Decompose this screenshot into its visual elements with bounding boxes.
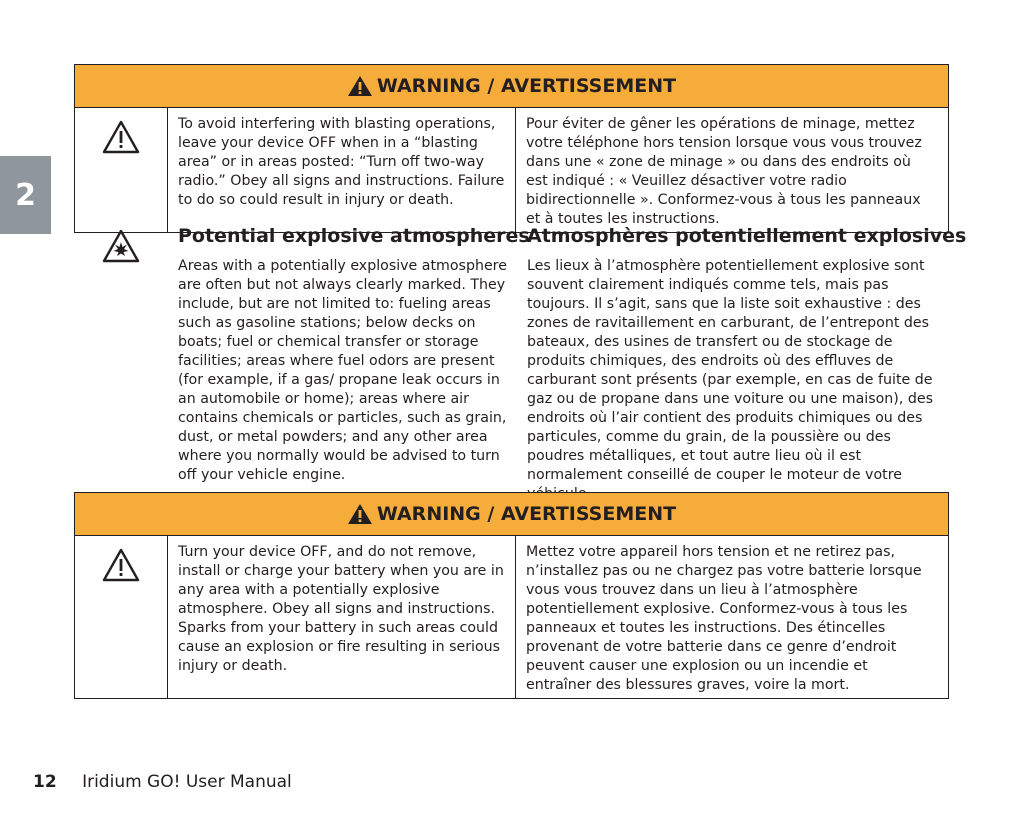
explosive-atmospheres-section xyxy=(74,217,967,504)
warning-triangle-icon xyxy=(347,503,373,525)
warning-header xyxy=(75,65,948,108)
page-number: 12 xyxy=(33,772,57,792)
warning-triangle-icon xyxy=(347,75,373,97)
warning-triangle-icon xyxy=(102,120,140,154)
chapter-number: 2 xyxy=(15,177,36,213)
warning-header xyxy=(75,493,948,536)
page-footer xyxy=(33,772,292,792)
warning-icon-cell xyxy=(75,108,168,232)
warning-text-en: Turn your device OFF, and do not remove, install or charge your battery when you are in any area with a potentially explosive atmosphere. Obey all signs and instructions. Sparks from your battery in such areas could cause an explosion or fire resulting in serious injury or death. xyxy=(168,536,516,698)
chapter-tab xyxy=(0,156,51,234)
section-title-en: Potential explosive atmospheres xyxy=(178,225,530,247)
warning-icon-cell xyxy=(75,536,168,698)
warning-box-blasting xyxy=(74,64,949,233)
warning-header-text: WARNING / AVERTISSEMENT xyxy=(376,75,677,97)
section-title-fr: Atmosphères potentiellement explosives xyxy=(527,225,967,247)
explosive-column-fr xyxy=(517,217,967,504)
warning-text-fr: Pour éviter de gêner les opérations de minage, mettez votre téléphone hors tension lorsque vous vous trouvez dans une « zone de minage » ou dans des endroits où est indiqué : « Veuillez désactiver votre radio bidirectionnelle ». Conformez-vous à tous les panneaux et à toutes les instructions. xyxy=(526,116,922,227)
section-body-fr: Les lieux à l’atmosphère potentiellement explosive sont souvent clairement indiqués comme tels, mais pas toujours. Il s’agit, sans que la liste soit exhaustive : des zones de ravitaillement en carburant, de l’entrepont des bateaux, des usines de transfert ou de stockage de produits chimiques, des endroits où des effluves de carburant sont présents (par exemple, en cas de fuite de gaz ou de propane dans une voiture ou une maison), des endroits où l’air contient des produits chimiques ou des particules, comme du grain, de la poussière ou des poudres métalliques, et tout autre lieu où il est normalement conseillé de couper le moteur de votre xyxy=(527,258,933,483)
warning-header-text: WARNING / AVERTISSEMENT xyxy=(376,503,677,525)
warning-triangle-icon xyxy=(102,548,140,582)
explosion-icon-cell xyxy=(74,217,168,504)
explosion-triangle-icon xyxy=(102,229,140,263)
section-body-en: Areas with a potentially explosive atmosphere are often but not always clearly marked. They include, but are not limited to: fueling areas such as gasoline stations; below decks on boats; fuel or chemical transfer or storage facilities; areas where fuel odors are present (for example, if a gas/ propane leak occurs in an automobile or home); areas where air contains chemicals or particles, such as grain, dust, or metal powders; and any other area where you normally would be advised to turn off your vehicle engine. xyxy=(178,258,507,483)
explosive-column-en xyxy=(168,217,530,504)
manual-title: Iridium GO! User Manual xyxy=(82,772,292,792)
warning-box-battery xyxy=(74,492,949,699)
warning-text-fr: Mettez votre appareil hors tension et ne retirez pas, n’installez pas ou ne chargez pas votre batterie lorsque vous vous trouvez dans un lieu à l’atmosphère potentiellement explosive. Conformez-vous à tous les panneaux et toutes les instructions. Des étincelles provenant de votre batterie dans ce genre d’endroit peuvent causer une explosion ou un incendie et entraîner des blessures graves, voire la mort. xyxy=(526,544,922,693)
warning-text-en: To avoid interfering with blasting operations, leave your device OFF when in a “blasting area” or in areas posted: “Turn off two-way radio.” Obey all signs and instructions. Failure to do so could result in injury or death. xyxy=(168,108,516,232)
